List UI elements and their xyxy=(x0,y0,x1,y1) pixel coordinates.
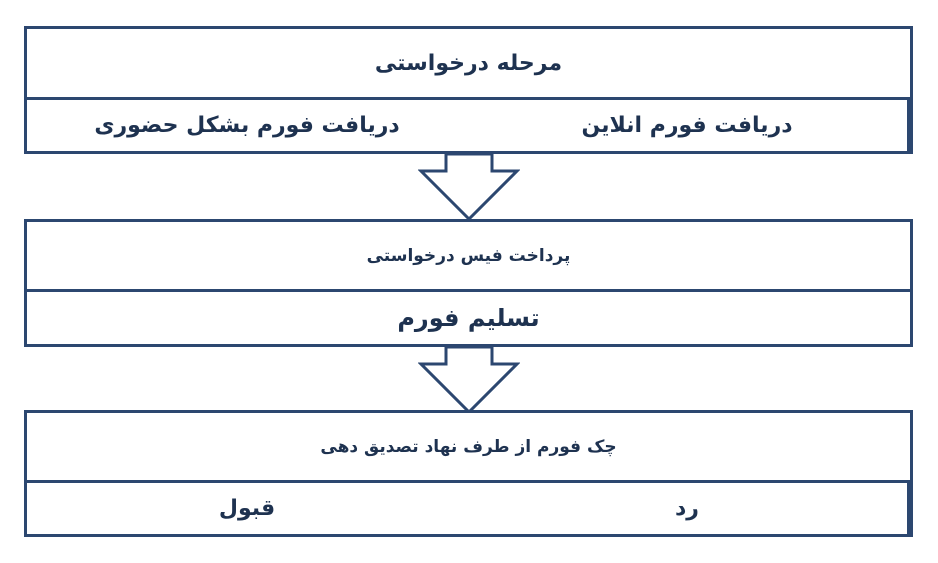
option-online-label: دریافت فورم انلاین xyxy=(581,113,793,138)
stage-verification-box xyxy=(24,410,913,537)
stage-request-box xyxy=(24,26,913,154)
stage-submit-row xyxy=(27,289,910,344)
result-accept xyxy=(27,483,467,534)
stage-submit-label: تسلیم فورم xyxy=(397,304,540,332)
result-reject xyxy=(467,483,910,534)
option-in-person-label: دریافت فورم بشکل حضوری xyxy=(94,113,400,138)
result-accept-label: قبول xyxy=(218,496,276,521)
down-arrow-icon xyxy=(418,347,520,415)
stage-verification-title-row xyxy=(27,413,910,480)
stage-verification-result-row xyxy=(27,480,910,534)
stage-request-options-row xyxy=(27,97,910,151)
stage-payment-title-row xyxy=(27,222,910,289)
stage-payment-box xyxy=(24,219,913,347)
stage-payment-title: پرداخت فیس درخواستی xyxy=(366,245,571,266)
option-online xyxy=(467,100,910,151)
option-in-person xyxy=(27,100,467,151)
result-reject-label: رد xyxy=(675,496,699,521)
stage-verification-title: چک فورم از طرف نهاد تصدیق دهی xyxy=(320,436,617,457)
stage-request-title: مرحله درخواستی xyxy=(374,50,563,76)
down-arrow-icon xyxy=(418,154,520,222)
stage-request-title-row xyxy=(27,29,910,97)
